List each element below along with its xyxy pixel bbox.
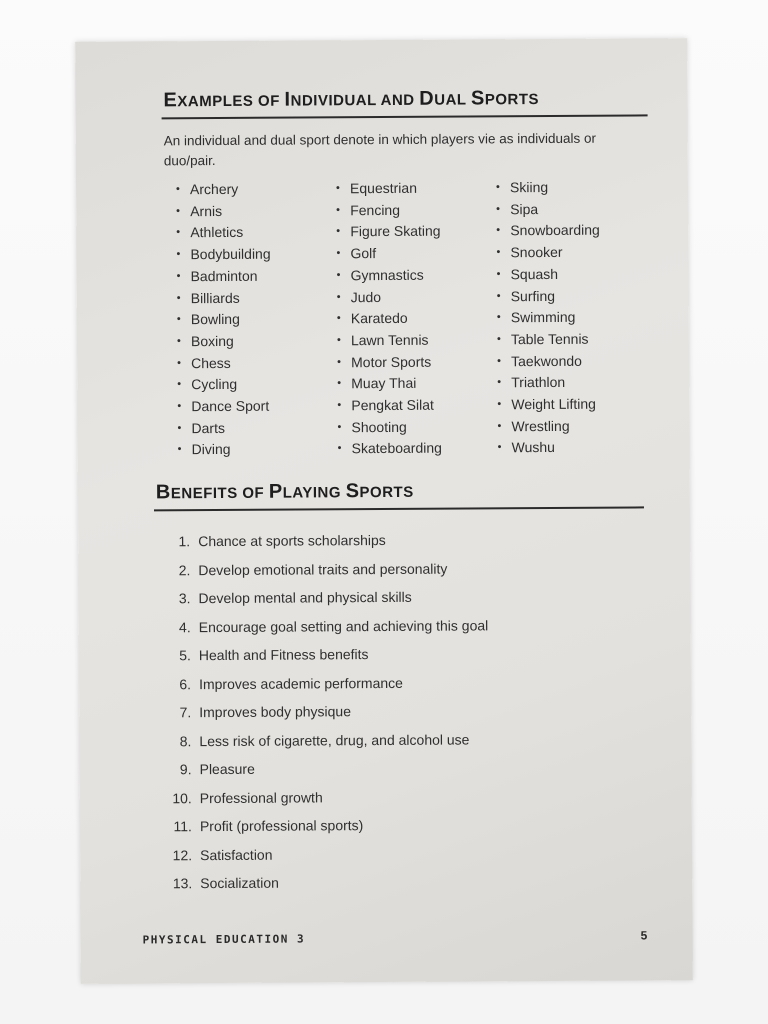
benefit-text: Socialization — [200, 874, 279, 892]
sport-item: • Judo — [337, 286, 497, 309]
benefit-item — [161, 724, 581, 755]
sport-item: • Chess — [177, 352, 337, 375]
benefit-number: 10. — [172, 789, 192, 806]
benefit-number: 11. — [173, 818, 192, 835]
sport-item: • Squash — [496, 263, 646, 286]
title-part: INDIVIDUAL AND — [284, 88, 420, 111]
title-part: DUAL — [419, 87, 471, 110]
title-underline — [154, 506, 644, 510]
sport-item: • Archery — [176, 178, 336, 201]
sport-item: • Snooker — [496, 242, 646, 265]
benefit-item — [161, 610, 581, 641]
benefit-number: 9. — [179, 761, 192, 778]
intro-paragraph: An individual and dual sport denote in which players vie as individuals or duo/pair. — [163, 130, 597, 169]
sport-item: • Badminton — [176, 265, 336, 288]
sport-item: • Dance Sport — [177, 395, 337, 418]
benefit-text: Profit (professional sports) — [199, 817, 364, 835]
title-part: SPORTS — [470, 87, 540, 110]
benefit-text: Pleasure — [199, 760, 255, 778]
sports-column-3 — [496, 176, 648, 459]
title-part: BENEFITS OF — [155, 481, 269, 504]
sport-item: • Snowboarding — [496, 220, 646, 243]
benefit-text: Improves body physique — [199, 703, 352, 721]
sports-list — [176, 176, 648, 461]
benefit-text: Encourage goal setting and achieving this goal — [198, 616, 489, 635]
benefit-text: Chance at sports scholarships — [198, 531, 386, 550]
benefit-item — [160, 553, 580, 584]
sport-item: • Shooting — [337, 416, 497, 439]
sport-item: • Skiing — [496, 176, 646, 199]
benefit-text: Professional growth — [199, 788, 323, 806]
title-part: PLAYING — [268, 480, 346, 503]
sport-item: • Wrestling — [497, 415, 647, 438]
benefit-number: 13. — [172, 875, 193, 892]
sport-item: • Diving — [178, 439, 338, 462]
sport-item: • Arnis — [176, 200, 336, 223]
sport-item: • Gymnastics — [336, 264, 496, 287]
benefit-number: 12. — [172, 846, 193, 863]
benefit-item — [161, 753, 581, 784]
sport-item: • Taekwondo — [497, 350, 647, 373]
sport-item: • Weight Lifting — [497, 393, 647, 416]
sports-column-1 — [176, 178, 338, 461]
sport-item: • Darts — [177, 417, 337, 440]
section-title-benefits — [156, 480, 414, 505]
sport-item: • Pengkat Silat — [337, 394, 497, 417]
sport-item: • Table Tennis — [497, 328, 647, 351]
benefit-item — [160, 582, 580, 613]
sport-item: • Fencing — [336, 199, 496, 222]
sport-item: • Muay Thai — [337, 373, 497, 396]
benefit-text: Satisfaction — [200, 846, 273, 863]
sport-item: • Motor Sports — [337, 351, 497, 374]
benefit-text: Health and Fitness benefits — [198, 646, 369, 664]
benefit-text: Develop mental and physical skills — [198, 588, 412, 607]
footer-book-title: PHYSICAL EDUCATION 3 — [142, 932, 306, 947]
sport-item: • Swimming — [497, 307, 647, 330]
benefit-text: Develop emotional traits and personality — [198, 560, 448, 578]
benefit-item — [161, 667, 581, 698]
benefit-item — [162, 810, 582, 841]
sports-column-2 — [336, 177, 498, 460]
benefit-number: 7. — [179, 704, 192, 721]
sport-item: • Surfing — [497, 285, 647, 308]
benefit-number: 2. — [178, 561, 191, 578]
sport-item: • Triathlon — [497, 372, 647, 395]
benefit-number: 1. — [178, 533, 191, 550]
sport-item: • Wushu — [498, 437, 648, 460]
sport-item: • Billiards — [177, 287, 337, 310]
sport-item: • Athletics — [176, 222, 336, 245]
benefit-number: 5. — [179, 647, 191, 664]
sport-item: • Lawn Tennis — [337, 329, 497, 352]
title-part: EXAMPLES OF — [163, 89, 285, 112]
benefit-text: Improves academic performance — [199, 674, 403, 692]
sport-item: • Cycling — [177, 374, 337, 397]
benefit-number: 3. — [178, 590, 191, 607]
benefit-number: 4. — [178, 618, 191, 635]
title-part: SPORTS — [345, 480, 414, 503]
benefit-number: 6. — [179, 675, 192, 692]
title-underline — [162, 114, 648, 118]
benefit-item — [161, 696, 581, 727]
sport-item: • Golf — [336, 242, 496, 265]
sport-item: • Equestrian — [336, 177, 496, 200]
sport-item: • Skateboarding — [338, 438, 498, 461]
benefit-item — [162, 867, 582, 898]
benefit-item — [161, 639, 581, 670]
page-number: 5 — [640, 928, 648, 943]
book-page — [75, 38, 693, 984]
benefit-text: Less risk of cigarette, drug, and alcohol use — [199, 730, 470, 749]
sport-item: • Sipa — [496, 198, 646, 221]
sport-item: • Karatedo — [337, 308, 497, 331]
sport-item: • Bowling — [177, 309, 337, 332]
benefits-list — [160, 525, 582, 898]
benefit-item — [160, 525, 580, 556]
sport-item: • Boxing — [177, 330, 337, 353]
benefit-item — [162, 838, 582, 869]
sport-item: • Bodybuilding — [176, 243, 336, 266]
benefit-item — [162, 781, 582, 812]
section-title-individual-dual-sports — [163, 87, 539, 112]
benefit-number: 8. — [179, 732, 192, 749]
sport-item: • Figure Skating — [336, 221, 496, 244]
